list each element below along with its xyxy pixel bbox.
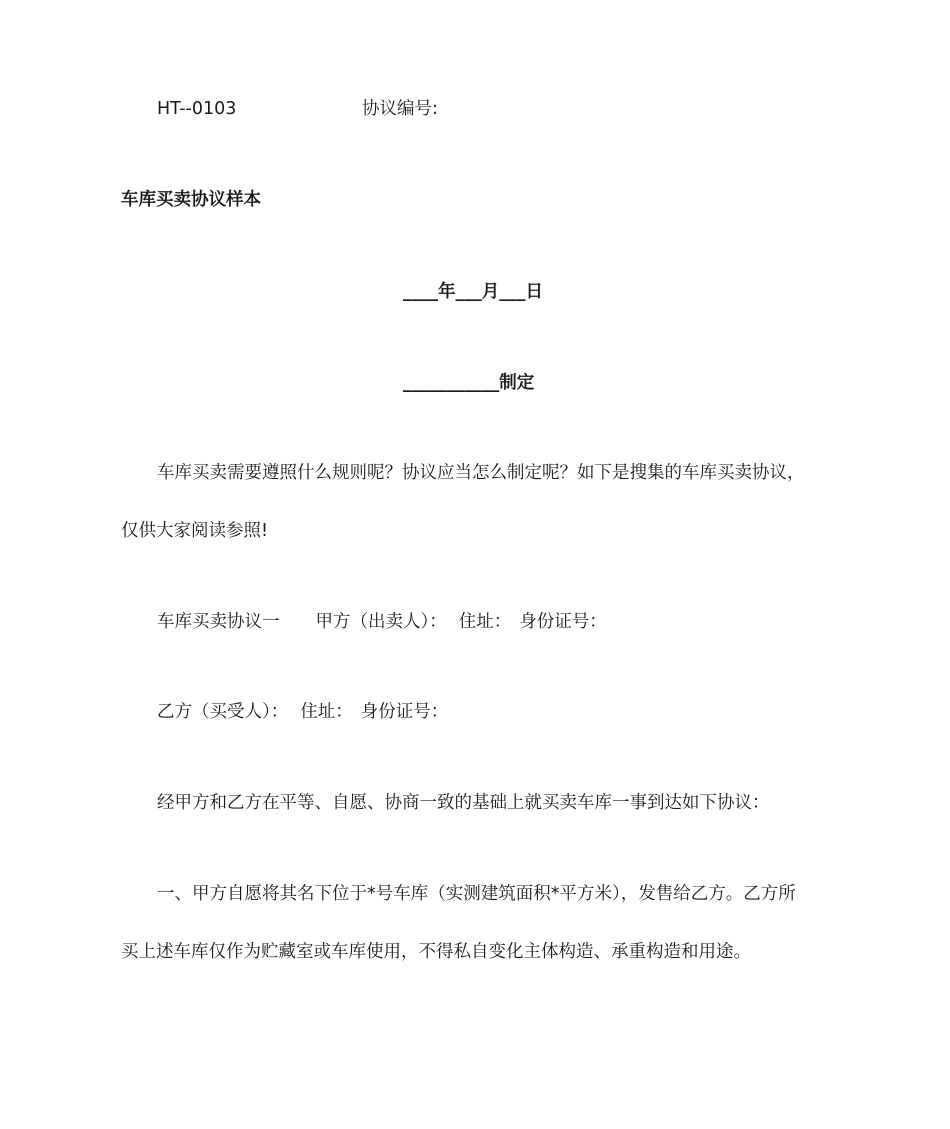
agreement-basis: 经甲方和乙方在平等、自愿、协商一致的基础上就买卖车库一事到达如下协议： <box>157 793 770 813</box>
party-b-id-label: 身份证号： <box>360 702 449 722</box>
clause-1-line-1: 一、甲方自愿将其名下位于*号车库（实测建筑面积*平方米），发售给乙方。乙方所 <box>157 884 796 904</box>
intro-line-1: 车库买卖需要遵照什么规则呢？协议应当怎么制定呢？如下是搜集的车库买卖协议， <box>157 463 805 483</box>
party-b-address-label: 住址： <box>300 702 353 722</box>
party-a-line <box>157 610 607 634</box>
party-b-line <box>157 700 448 724</box>
agreement-number-label: 协议编号: <box>362 99 438 119</box>
made-by-line: ___________制定 <box>403 373 535 393</box>
agreement-one-label: 车库买卖协议一 <box>157 612 280 632</box>
party-b-label: 乙方（买受人）： <box>157 702 289 722</box>
party-a-label: 甲方（出卖人）： <box>315 612 447 632</box>
contract-code: HT--0103 <box>157 99 237 119</box>
party-a-id-label: 身份证号： <box>519 612 607 632</box>
intro-line-2: 仅供大家阅读参照! <box>121 521 269 541</box>
date-line: ____年___月___日 <box>403 282 543 302</box>
party-a-address-label: 住址： <box>458 612 512 632</box>
document-title: 车库买卖协议样本 <box>121 190 261 210</box>
clause-1-line-2: 买上述车库仅作为贮藏室或车库使用，不得私自变化主体构造、承重构造和用途。 <box>121 942 751 962</box>
